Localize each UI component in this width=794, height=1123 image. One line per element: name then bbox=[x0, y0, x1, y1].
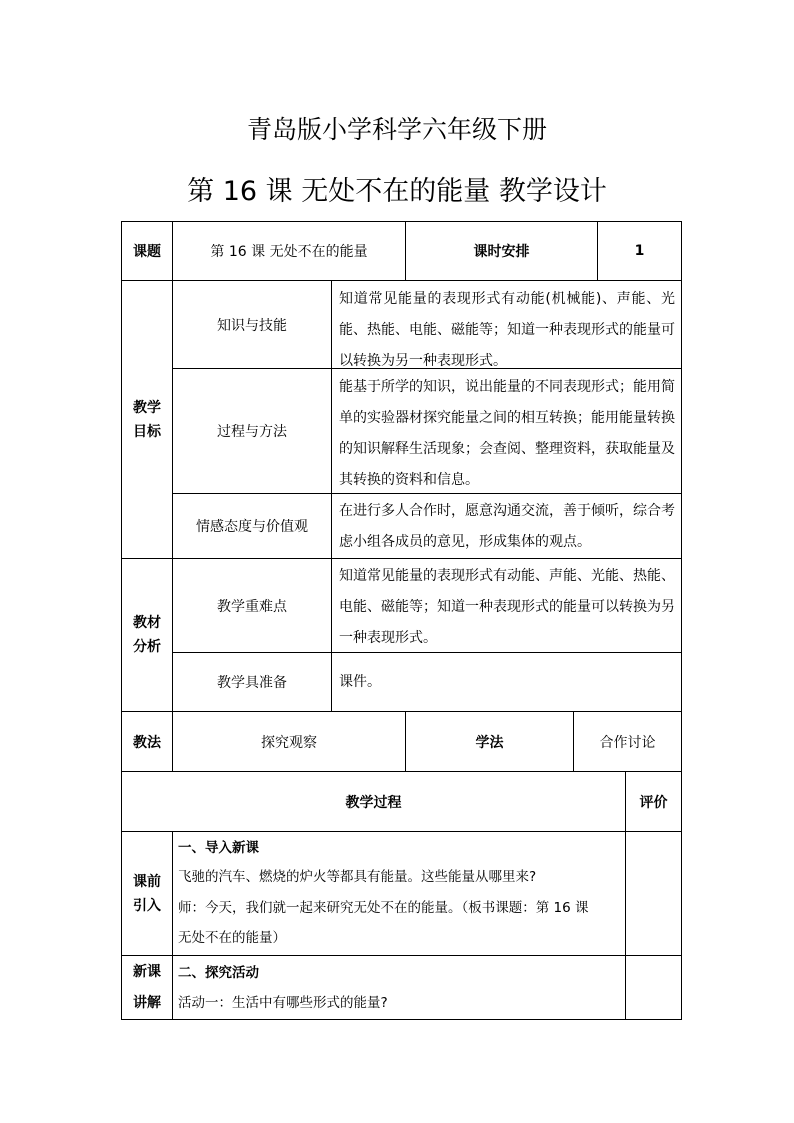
teach-method-label: 教法 bbox=[133, 734, 161, 751]
goal-text: 知道常见能量的表现形式有动能(机械能)、声能、光能、热能、电能、磁能等；知道一种表现形式的能量可以转换为另一种表现形式。 bbox=[339, 291, 675, 369]
newlesson-heading: 二、探究活动 bbox=[178, 965, 259, 981]
goal-name: 情感态度与价值观 bbox=[196, 519, 308, 535]
goals-label-top: 教学 bbox=[133, 399, 161, 416]
intro-line: 师：今天，我们就一起来研究无处不在的能量。（板书课题：第 16 课 bbox=[178, 900, 589, 916]
intro-label bbox=[122, 832, 172, 955]
table-border bbox=[681, 221, 682, 1020]
evaluation-header: 评价 bbox=[639, 794, 668, 811]
materials-label-bottom: 分析 bbox=[133, 639, 161, 655]
document-title: 青岛版小学科学六年级下册 bbox=[246, 115, 547, 144]
teach-method-value: 探究观察 bbox=[261, 734, 317, 751]
goals-label-bottom: 目标 bbox=[133, 423, 161, 440]
intro-line: 无处不在的能量） bbox=[178, 930, 286, 946]
learn-method-value: 合作讨论 bbox=[599, 734, 656, 751]
goal-text: 在进行多人合作时，愿意沟通交流，善于倾听，综合考虑小组各成员的意见，形成集体的观点。 bbox=[339, 503, 675, 550]
material-name: 教学重难点 bbox=[217, 598, 287, 615]
goal-name: 知识与技能 bbox=[217, 317, 287, 334]
goals-label bbox=[122, 281, 172, 558]
newlesson-label-top: 新课 bbox=[133, 963, 161, 980]
intro-line: 飞驰的汽车、燃烧的炉火等都具有能量。这些能量从哪里来? bbox=[178, 869, 537, 885]
newlesson-content bbox=[173, 956, 625, 1019]
intro-content bbox=[173, 832, 625, 955]
goal-name: 过程与方法 bbox=[217, 424, 287, 440]
table-border bbox=[121, 1019, 682, 1020]
newlesson-line: 活动一：生活中有哪些形式的能量? bbox=[178, 995, 388, 1011]
intro-label-top: 课前 bbox=[133, 873, 161, 890]
materials-label bbox=[122, 559, 172, 711]
newlesson-evaluation bbox=[626, 956, 681, 1019]
schedule-label: 课时安排 bbox=[473, 244, 530, 260]
material-text: 知道常见能量的表现形式有动能、声能、光能、热能、电能、磁能等；知道一种表现形式的能量可以转换为另一种表现形式。 bbox=[339, 568, 675, 646]
schedule-value: 1 bbox=[634, 243, 645, 259]
topic-label: 课题 bbox=[133, 244, 161, 260]
intro-heading: 一、导入新课 bbox=[178, 840, 259, 856]
newlesson-label-bottom: 讲解 bbox=[133, 994, 161, 1011]
lesson-title: 第 16 课 无处不在的能量 教学设计 bbox=[187, 176, 607, 207]
newlesson-label bbox=[122, 956, 172, 1019]
intro-evaluation bbox=[626, 832, 681, 955]
topic-value: 第 16 课 无处不在的能量 bbox=[210, 244, 368, 260]
process-header: 教学过程 bbox=[345, 794, 402, 811]
material-name: 教学具准备 bbox=[217, 675, 287, 691]
material-text: 课件。 bbox=[339, 673, 381, 690]
intro-label-bottom: 引入 bbox=[133, 897, 161, 914]
learn-method-label: 学法 bbox=[475, 734, 504, 751]
materials-label-top: 教材 bbox=[133, 615, 161, 631]
goal-text: 能基于所学的知识，说出能量的不同表现形式；能用简单的实验器材探究能量之间的相互转换；能用能量转换的知识解释生活现象；会查阅、整理资料，获取能量及其转换的资料和信息。 bbox=[339, 379, 675, 488]
